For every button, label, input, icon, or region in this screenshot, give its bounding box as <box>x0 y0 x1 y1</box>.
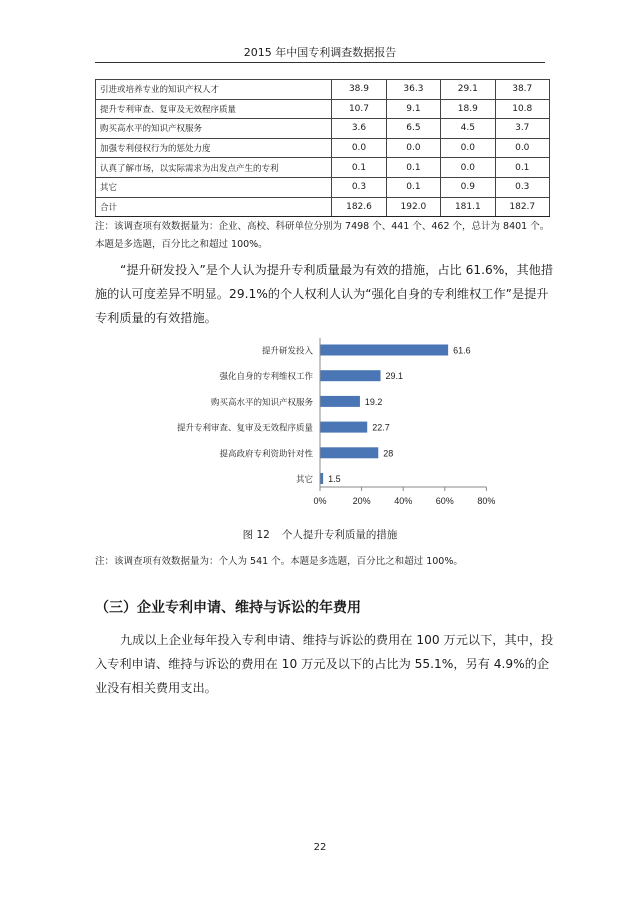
table-row <box>96 177 550 197</box>
table-row <box>96 138 550 158</box>
cell-value: 29.1 <box>441 80 495 100</box>
section-title: （三）企业专利申请、维持与诉讼的年费用 <box>95 600 361 616</box>
cell-value: 0.3 <box>332 177 386 197</box>
row-label: 购买高水平的知识产权服务 <box>96 119 332 139</box>
cell-value: 0.1 <box>332 158 386 178</box>
cell-value: 3.6 <box>332 119 386 139</box>
table-row <box>96 158 550 178</box>
cell-value: 0.3 <box>495 177 549 197</box>
cell-value: 18.9 <box>441 99 495 119</box>
chart-note: 注：该调查项有效数据量为：个人为 541 个。本题是多选题，百分比之和超过 100%。 <box>95 556 463 567</box>
cell-value: 0.0 <box>332 138 386 158</box>
row-label: 合计 <box>96 197 332 217</box>
header-rule <box>95 62 545 63</box>
table-row <box>96 99 550 119</box>
row-label: 认真了解市场，以实际需求为出发点产生的专利 <box>96 158 332 178</box>
cell-value: 6.5 <box>386 119 440 139</box>
figure-title: 个人提升专利质量的措施 <box>281 529 398 541</box>
bar-chart <box>95 333 525 513</box>
category-label: 提高政府专利资助针对性 <box>219 449 313 460</box>
cell-value: 182.7 <box>495 197 549 217</box>
cell-value: 36.3 <box>386 80 440 100</box>
cell-value: 0.0 <box>495 138 549 158</box>
cell-value: 0.9 <box>441 177 495 197</box>
cell-value: 3.7 <box>495 119 549 139</box>
category-label: 提升研发投入 <box>261 346 313 357</box>
data-table <box>95 79 550 217</box>
page-number: 22 <box>313 842 327 853</box>
table-row <box>96 80 550 100</box>
bar <box>320 370 381 381</box>
x-tick-label: 20% <box>352 496 371 506</box>
cell-value: 192.0 <box>386 197 440 217</box>
cell-value: 181.1 <box>441 197 495 217</box>
paragraph-annual-cost: 九成以上企业每年投入专利申请、维持与诉讼的费用在 100 万元以下，其中，投入专利申请、维持与诉讼的费用在 10 万元及以下的占比为 55.1%，另有 4.9%的企业没有相关费用支出。 <box>95 633 554 695</box>
bar <box>320 396 360 407</box>
table-note: 注：该调查项有效数据量为：企业、高校、科研单位分别为 7498 个、441 个、462 个，总计为 8401 个。本题是多选题，百分比之和超过 100%。 <box>95 221 550 250</box>
bar <box>320 345 448 356</box>
row-label: 其它 <box>96 177 332 197</box>
x-tick-label: 40% <box>394 496 413 506</box>
figure-caption <box>0 527 640 542</box>
category-label: 强化自身的专利维权工作 <box>219 372 313 383</box>
x-tick-label: 0% <box>313 496 327 506</box>
row-label: 加强专利侵权行为的惩处力度 <box>96 138 332 158</box>
category-label: 购买高水平的知识产权服务 <box>210 397 313 408</box>
x-tick-label: 60% <box>435 496 454 506</box>
table-row <box>96 197 550 217</box>
cell-value: 10.7 <box>332 99 386 119</box>
x-tick-label: 80% <box>477 496 496 506</box>
row-label: 引进或培养专业的知识产权人才 <box>96 80 332 100</box>
cell-value: 38.7 <box>495 80 549 100</box>
data-label: 1.5 <box>328 474 341 484</box>
cell-value: 182.6 <box>332 197 386 217</box>
cell-value: 38.9 <box>332 80 386 100</box>
cell-value: 0.0 <box>441 138 495 158</box>
cell-value: 0.1 <box>495 158 549 178</box>
cell-value: 0.0 <box>386 138 440 158</box>
cell-value: 4.5 <box>441 119 495 139</box>
table-row <box>96 119 550 139</box>
cell-value: 10.8 <box>495 99 549 119</box>
page-header: 2015 年中国专利调查数据报告 <box>243 46 397 59</box>
bar <box>320 447 378 458</box>
category-label: 其它 <box>295 475 313 485</box>
data-label: 29.1 <box>385 371 404 382</box>
data-label: 19.2 <box>364 396 383 407</box>
paragraph-chart-intro: “提升研发投入”是个人认为提升专利质量最为有效的措施，占比 61.6%，其他措施的认可度差异不明显。29.1%的个人权利人认为“强化自身的专利维权工作”是提升专利质量的有效措施。 <box>95 263 554 325</box>
data-label: 22.7 <box>372 422 390 433</box>
category-label: 提升专利审查、复审及无效程序质量 <box>176 423 313 434</box>
cell-value: 0.1 <box>386 158 440 178</box>
cell-value: 9.1 <box>386 99 440 119</box>
data-label: 28 <box>383 448 394 459</box>
data-label: 61.6 <box>453 345 471 356</box>
cell-value: 0.1 <box>386 177 440 197</box>
bar <box>320 422 367 433</box>
figure-number: 图 12 <box>242 529 270 541</box>
cell-value: 0.0 <box>441 158 495 178</box>
row-label: 提升专利审查、复审及无效程序质量 <box>96 99 332 119</box>
